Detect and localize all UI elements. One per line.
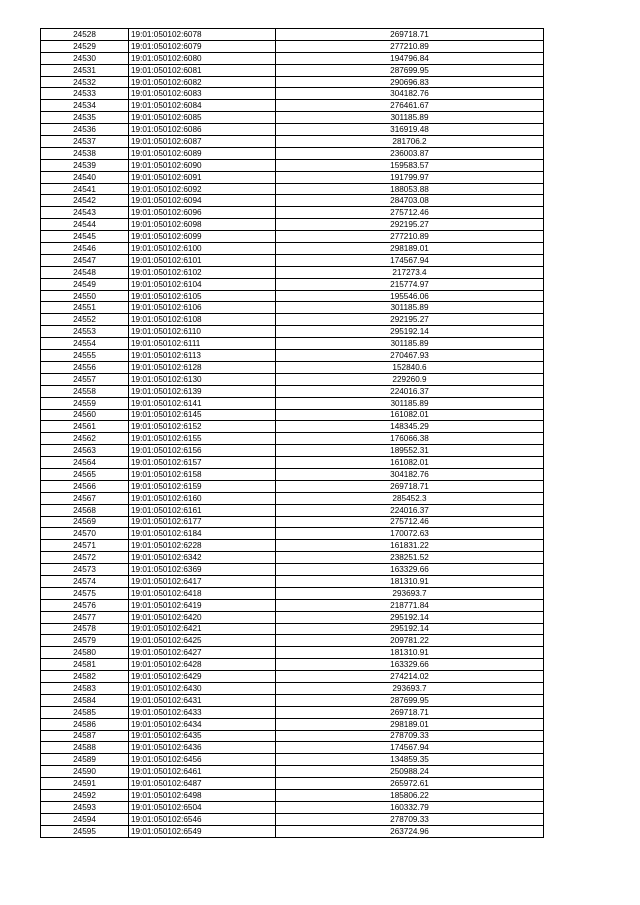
table-row xyxy=(41,754,544,766)
table-row xyxy=(41,397,544,409)
table-row xyxy=(41,468,544,480)
table-row xyxy=(41,528,544,540)
table-row xyxy=(41,100,544,112)
cadastral-value: 238251.52 xyxy=(276,552,544,564)
cadastral-value: 278709.33 xyxy=(276,730,544,742)
table-row xyxy=(41,159,544,171)
cadastral-value: 295192.14 xyxy=(276,611,544,623)
row-number: 24553 xyxy=(41,326,129,338)
table-row xyxy=(41,421,544,433)
table-row xyxy=(41,564,544,576)
cadastral-number: 19:01:050102:6184 xyxy=(129,528,276,540)
cadastral-value: 295192.14 xyxy=(276,623,544,635)
cadastral-value: 194796.84 xyxy=(276,52,544,64)
cadastral-value: 161082.01 xyxy=(276,409,544,421)
cadastral-value: 284703.08 xyxy=(276,195,544,207)
table-row xyxy=(41,718,544,730)
cadastral-value: 281706.2 xyxy=(276,136,544,148)
table-row xyxy=(41,219,544,231)
cadastral-number: 19:01:050102:6418 xyxy=(129,587,276,599)
table-row xyxy=(41,195,544,207)
cadastral-value: 295192.14 xyxy=(276,326,544,338)
row-number: 24542 xyxy=(41,195,129,207)
row-number: 24592 xyxy=(41,790,129,802)
cadastral-value: 236003.87 xyxy=(276,147,544,159)
cadastral-number: 19:01:050102:6417 xyxy=(129,575,276,587)
cadastral-number: 19:01:050102:6425 xyxy=(129,635,276,647)
cadastral-value: 292195.27 xyxy=(276,219,544,231)
cadastral-number: 19:01:050102:6430 xyxy=(129,682,276,694)
cadastral-number: 19:01:050102:6433 xyxy=(129,706,276,718)
row-number: 24582 xyxy=(41,671,129,683)
row-number: 24533 xyxy=(41,88,129,100)
row-number: 24537 xyxy=(41,136,129,148)
cadastral-value: 188053.88 xyxy=(276,183,544,195)
row-number: 24572 xyxy=(41,552,129,564)
table-row xyxy=(41,790,544,802)
cadastral-number: 19:01:050102:6081 xyxy=(129,64,276,76)
table-row xyxy=(41,326,544,338)
table-row xyxy=(41,112,544,124)
table-row xyxy=(41,361,544,373)
cadastral-number: 19:01:050102:6504 xyxy=(129,801,276,813)
cadastral-value: 170072.63 xyxy=(276,528,544,540)
row-number: 24581 xyxy=(41,659,129,671)
row-number: 24546 xyxy=(41,243,129,255)
cadastral-number: 19:01:050102:6084 xyxy=(129,100,276,112)
cadastral-number: 19:01:050102:6100 xyxy=(129,243,276,255)
row-number: 24531 xyxy=(41,64,129,76)
cadastral-value: 215774.97 xyxy=(276,278,544,290)
table-row xyxy=(41,694,544,706)
table-row xyxy=(41,171,544,183)
table-row xyxy=(41,540,544,552)
cadastral-number: 19:01:050102:6082 xyxy=(129,76,276,88)
cadastral-number: 19:01:050102:6431 xyxy=(129,694,276,706)
table-row xyxy=(41,409,544,421)
row-number: 24584 xyxy=(41,694,129,706)
row-number: 24549 xyxy=(41,278,129,290)
cadastral-number: 19:01:050102:6160 xyxy=(129,492,276,504)
table-row xyxy=(41,433,544,445)
cadastral-number: 19:01:050102:6086 xyxy=(129,124,276,136)
table-row xyxy=(41,825,544,837)
table-row xyxy=(41,350,544,362)
cadastral-value: 263724.96 xyxy=(276,825,544,837)
table-row xyxy=(41,659,544,671)
cadastral-value: 290696.83 xyxy=(276,76,544,88)
cadastral-value: 287699.95 xyxy=(276,64,544,76)
cadastral-value: 134859.35 xyxy=(276,754,544,766)
row-number: 24559 xyxy=(41,397,129,409)
table-row xyxy=(41,671,544,683)
table-row xyxy=(41,445,544,457)
row-number: 24539 xyxy=(41,159,129,171)
cadastral-number: 19:01:050102:6546 xyxy=(129,813,276,825)
cadastral-value: 163329.66 xyxy=(276,659,544,671)
cadastral-value: 181310.91 xyxy=(276,575,544,587)
table-row xyxy=(41,64,544,76)
table-row xyxy=(41,52,544,64)
cadastral-number: 19:01:050102:6161 xyxy=(129,504,276,516)
cadastral-number: 19:01:050102:6085 xyxy=(129,112,276,124)
cadastral-number: 19:01:050102:6549 xyxy=(129,825,276,837)
cadastral-number: 19:01:050102:6098 xyxy=(129,219,276,231)
cadastral-value-table xyxy=(40,28,544,838)
cadastral-value: 301185.89 xyxy=(276,302,544,314)
cadastral-number: 19:01:050102:6102 xyxy=(129,266,276,278)
row-number: 24552 xyxy=(41,314,129,326)
cadastral-value: 195546.06 xyxy=(276,290,544,302)
cadastral-number: 19:01:050102:6435 xyxy=(129,730,276,742)
table-row xyxy=(41,373,544,385)
cadastral-number: 19:01:050102:6090 xyxy=(129,159,276,171)
row-number: 24595 xyxy=(41,825,129,837)
row-number: 24545 xyxy=(41,231,129,243)
cadastral-value: 269718.71 xyxy=(276,29,544,41)
cadastral-number: 19:01:050102:6456 xyxy=(129,754,276,766)
cadastral-number: 19:01:050102:6106 xyxy=(129,302,276,314)
cadastral-value: 301185.89 xyxy=(276,397,544,409)
cadastral-value: 159583.57 xyxy=(276,159,544,171)
cadastral-value: 269718.71 xyxy=(276,480,544,492)
row-number: 24562 xyxy=(41,433,129,445)
row-number: 24577 xyxy=(41,611,129,623)
cadastral-value: 209781.22 xyxy=(276,635,544,647)
cadastral-number: 19:01:050102:6113 xyxy=(129,350,276,362)
cadastral-number: 19:01:050102:6091 xyxy=(129,171,276,183)
cadastral-number: 19:01:050102:6429 xyxy=(129,671,276,683)
row-number: 24591 xyxy=(41,778,129,790)
table-row xyxy=(41,278,544,290)
table-row xyxy=(41,599,544,611)
cadastral-number: 19:01:050102:6498 xyxy=(129,790,276,802)
cadastral-number: 19:01:050102:6157 xyxy=(129,457,276,469)
cadastral-value: 298189.01 xyxy=(276,243,544,255)
table-row xyxy=(41,88,544,100)
row-number: 24563 xyxy=(41,445,129,457)
cadastral-number: 19:01:050102:6155 xyxy=(129,433,276,445)
table-row xyxy=(41,635,544,647)
table-row xyxy=(41,231,544,243)
cadastral-number: 19:01:050102:6141 xyxy=(129,397,276,409)
row-number: 24564 xyxy=(41,457,129,469)
cadastral-value: 278709.33 xyxy=(276,813,544,825)
cadastral-number: 19:01:050102:6228 xyxy=(129,540,276,552)
row-number: 24547 xyxy=(41,254,129,266)
table-row xyxy=(41,124,544,136)
table-row xyxy=(41,29,544,41)
row-number: 24578 xyxy=(41,623,129,635)
table-body xyxy=(41,29,544,838)
cadastral-number: 19:01:050102:6461 xyxy=(129,766,276,778)
cadastral-value: 277210.89 xyxy=(276,231,544,243)
table-row xyxy=(41,742,544,754)
row-number: 24556 xyxy=(41,361,129,373)
row-number: 24594 xyxy=(41,813,129,825)
cadastral-number: 19:01:050102:6105 xyxy=(129,290,276,302)
cadastral-value: 293693.7 xyxy=(276,682,544,694)
table-row xyxy=(41,457,544,469)
cadastral-number: 19:01:050102:6152 xyxy=(129,421,276,433)
table-row xyxy=(41,516,544,528)
table-row xyxy=(41,147,544,159)
cadastral-number: 19:01:050102:6080 xyxy=(129,52,276,64)
row-number: 24589 xyxy=(41,754,129,766)
row-number: 24569 xyxy=(41,516,129,528)
cadastral-value: 250988.24 xyxy=(276,766,544,778)
table-row xyxy=(41,611,544,623)
row-number: 24534 xyxy=(41,100,129,112)
row-number: 24566 xyxy=(41,480,129,492)
cadastral-value: 148345.29 xyxy=(276,421,544,433)
table-row xyxy=(41,801,544,813)
cadastral-value: 304182.76 xyxy=(276,468,544,480)
row-number: 24529 xyxy=(41,40,129,52)
row-number: 24550 xyxy=(41,290,129,302)
cadastral-value: 185806.22 xyxy=(276,790,544,802)
row-number: 24560 xyxy=(41,409,129,421)
cadastral-number: 19:01:050102:6087 xyxy=(129,136,276,148)
cadastral-number: 19:01:050102:6078 xyxy=(129,29,276,41)
cadastral-number: 19:01:050102:6342 xyxy=(129,552,276,564)
table-row xyxy=(41,183,544,195)
cadastral-number: 19:01:050102:6436 xyxy=(129,742,276,754)
cadastral-value: 292195.27 xyxy=(276,314,544,326)
row-number: 24568 xyxy=(41,504,129,516)
table-row xyxy=(41,504,544,516)
table-row xyxy=(41,207,544,219)
cadastral-value: 218771.84 xyxy=(276,599,544,611)
row-number: 24544 xyxy=(41,219,129,231)
cadastral-value: 298189.01 xyxy=(276,718,544,730)
cadastral-value: 152840.6 xyxy=(276,361,544,373)
row-number: 24586 xyxy=(41,718,129,730)
cadastral-number: 19:01:050102:6104 xyxy=(129,278,276,290)
cadastral-value: 275712.46 xyxy=(276,516,544,528)
table-row xyxy=(41,492,544,504)
row-number: 24558 xyxy=(41,385,129,397)
row-number: 24543 xyxy=(41,207,129,219)
row-number: 24536 xyxy=(41,124,129,136)
cadastral-value: 163329.66 xyxy=(276,564,544,576)
cadastral-number: 19:01:050102:6083 xyxy=(129,88,276,100)
cadastral-number: 19:01:050102:6145 xyxy=(129,409,276,421)
cadastral-value: 191799.97 xyxy=(276,171,544,183)
table-row xyxy=(41,314,544,326)
row-number: 24573 xyxy=(41,564,129,576)
cadastral-number: 19:01:050102:6099 xyxy=(129,231,276,243)
cadastral-value: 277210.89 xyxy=(276,40,544,52)
table-row xyxy=(41,302,544,314)
cadastral-value: 174567.94 xyxy=(276,254,544,266)
cadastral-value: 217273.4 xyxy=(276,266,544,278)
cadastral-value: 181310.91 xyxy=(276,647,544,659)
cadastral-number: 19:01:050102:6369 xyxy=(129,564,276,576)
cadastral-number: 19:01:050102:6420 xyxy=(129,611,276,623)
row-number: 24590 xyxy=(41,766,129,778)
row-number: 24541 xyxy=(41,183,129,195)
cadastral-value: 275712.46 xyxy=(276,207,544,219)
table-row xyxy=(41,385,544,397)
cadastral-value: 301185.89 xyxy=(276,112,544,124)
cadastral-value: 189552.31 xyxy=(276,445,544,457)
table-row xyxy=(41,136,544,148)
table-row xyxy=(41,730,544,742)
cadastral-value: 160332.79 xyxy=(276,801,544,813)
cadastral-number: 19:01:050102:6089 xyxy=(129,147,276,159)
cadastral-value: 293693.7 xyxy=(276,587,544,599)
row-number: 24579 xyxy=(41,635,129,647)
row-number: 24554 xyxy=(41,338,129,350)
cadastral-value: 316919.48 xyxy=(276,124,544,136)
cadastral-value: 265972.61 xyxy=(276,778,544,790)
cadastral-value: 285452.3 xyxy=(276,492,544,504)
row-number: 24580 xyxy=(41,647,129,659)
cadastral-value: 161082.01 xyxy=(276,457,544,469)
row-number: 24540 xyxy=(41,171,129,183)
cadastral-number: 19:01:050102:6427 xyxy=(129,647,276,659)
row-number: 24588 xyxy=(41,742,129,754)
table-row xyxy=(41,813,544,825)
cadastral-number: 19:01:050102:6101 xyxy=(129,254,276,266)
row-number: 24585 xyxy=(41,706,129,718)
table-row xyxy=(41,552,544,564)
table-row xyxy=(41,623,544,635)
cadastral-value: 304182.76 xyxy=(276,88,544,100)
cadastral-number: 19:01:050102:6110 xyxy=(129,326,276,338)
table-row xyxy=(41,290,544,302)
table-row xyxy=(41,254,544,266)
cadastral-number: 19:01:050102:6159 xyxy=(129,480,276,492)
row-number: 24561 xyxy=(41,421,129,433)
cadastral-number: 19:01:050102:6158 xyxy=(129,468,276,480)
row-number: 24532 xyxy=(41,76,129,88)
cadastral-value: 161831.22 xyxy=(276,540,544,552)
cadastral-number: 19:01:050102:6177 xyxy=(129,516,276,528)
cadastral-value: 269718.71 xyxy=(276,706,544,718)
cadastral-number: 19:01:050102:6428 xyxy=(129,659,276,671)
table-row xyxy=(41,338,544,350)
row-number: 24587 xyxy=(41,730,129,742)
row-number: 24530 xyxy=(41,52,129,64)
table-row xyxy=(41,575,544,587)
cadastral-number: 19:01:050102:6487 xyxy=(129,778,276,790)
cadastral-number: 19:01:050102:6130 xyxy=(129,373,276,385)
cadastral-number: 19:01:050102:6419 xyxy=(129,599,276,611)
row-number: 24557 xyxy=(41,373,129,385)
row-number: 24576 xyxy=(41,599,129,611)
cadastral-value: 270467.93 xyxy=(276,350,544,362)
cadastral-number: 19:01:050102:6434 xyxy=(129,718,276,730)
table-row xyxy=(41,682,544,694)
cadastral-number: 19:01:050102:6128 xyxy=(129,361,276,373)
table-row xyxy=(41,480,544,492)
cadastral-number: 19:01:050102:6096 xyxy=(129,207,276,219)
cadastral-value: 224016.37 xyxy=(276,385,544,397)
cadastral-number: 19:01:050102:6108 xyxy=(129,314,276,326)
table-row xyxy=(41,778,544,790)
cadastral-number: 19:01:050102:6156 xyxy=(129,445,276,457)
table-row xyxy=(41,706,544,718)
table-row xyxy=(41,587,544,599)
cadastral-value: 229260.9 xyxy=(276,373,544,385)
row-number: 24551 xyxy=(41,302,129,314)
row-number: 24548 xyxy=(41,266,129,278)
row-number: 24574 xyxy=(41,575,129,587)
row-number: 24535 xyxy=(41,112,129,124)
row-number: 24538 xyxy=(41,147,129,159)
row-number: 24567 xyxy=(41,492,129,504)
cadastral-value: 276461.67 xyxy=(276,100,544,112)
table-row xyxy=(41,766,544,778)
cadastral-number: 19:01:050102:6092 xyxy=(129,183,276,195)
cadastral-value: 224016.37 xyxy=(276,504,544,516)
cadastral-value: 274214.02 xyxy=(276,671,544,683)
table-row xyxy=(41,647,544,659)
row-number: 24570 xyxy=(41,528,129,540)
cadastral-number: 19:01:050102:6111 xyxy=(129,338,276,350)
row-number: 24571 xyxy=(41,540,129,552)
table-row xyxy=(41,76,544,88)
row-number: 24593 xyxy=(41,801,129,813)
row-number: 24565 xyxy=(41,468,129,480)
cadastral-value: 301185.89 xyxy=(276,338,544,350)
cadastral-number: 19:01:050102:6079 xyxy=(129,40,276,52)
cadastral-value: 287699.95 xyxy=(276,694,544,706)
table-row xyxy=(41,243,544,255)
cadastral-value: 176066.38 xyxy=(276,433,544,445)
cadastral-value: 174567.94 xyxy=(276,742,544,754)
table-row xyxy=(41,40,544,52)
cadastral-number: 19:01:050102:6139 xyxy=(129,385,276,397)
row-number: 24575 xyxy=(41,587,129,599)
cadastral-number: 19:01:050102:6421 xyxy=(129,623,276,635)
row-number: 24583 xyxy=(41,682,129,694)
table-row xyxy=(41,266,544,278)
row-number: 24555 xyxy=(41,350,129,362)
cadastral-number: 19:01:050102:6094 xyxy=(129,195,276,207)
row-number: 24528 xyxy=(41,29,129,41)
